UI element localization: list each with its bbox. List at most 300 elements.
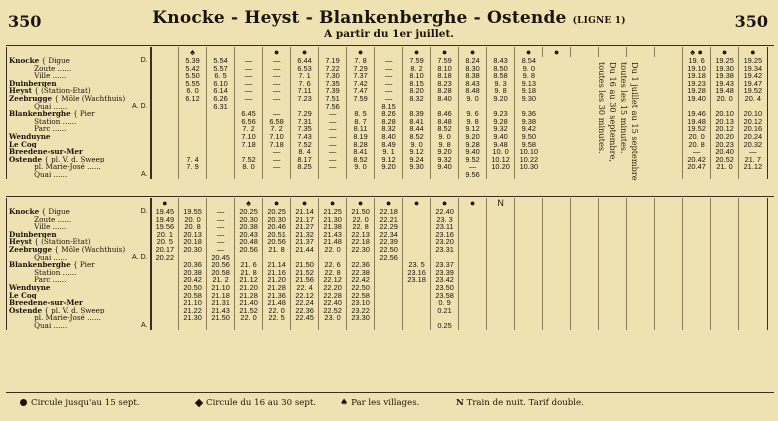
- time-cell: 21.16: [263, 269, 291, 277]
- time-cell: 21.31: [207, 299, 235, 307]
- header-rule: [6, 45, 774, 46]
- time-cell: 8. 2: [403, 65, 431, 73]
- time-cell: [655, 254, 683, 262]
- station-name: Ostende { pl. V. d. Sweep: [9, 306, 105, 315]
- station-name: Heyst { (Station-Etat): [9, 87, 91, 95]
- marker-row: [7, 47, 767, 57]
- time-cell: —: [319, 125, 347, 133]
- time-cell: [207, 141, 235, 149]
- station-name: Parc ......: [9, 276, 67, 284]
- train-marker: [571, 47, 599, 57]
- time-cell: 8.40: [431, 95, 459, 103]
- time-cell: 21.14: [263, 261, 291, 269]
- train-marker: ●: [291, 198, 319, 208]
- time-cell: [599, 284, 627, 292]
- time-cell: —: [207, 238, 235, 246]
- time-cell: [515, 216, 543, 224]
- frequency-note-2: Du 16 au 30 septembre, toutes les 30 minutes.: [597, 62, 618, 163]
- time-cell: [263, 322, 291, 330]
- time-cell: [543, 269, 571, 277]
- timetable-top-section: [6, 47, 768, 179]
- table-row: [7, 299, 767, 307]
- time-cell: [739, 276, 767, 284]
- time-cell: [319, 322, 347, 330]
- train-marker: ●: [151, 198, 179, 208]
- time-cell: [151, 148, 179, 156]
- time-cell: 0.21: [431, 307, 459, 315]
- time-cell: [347, 103, 375, 111]
- station-name: Wenduyne: [9, 132, 51, 141]
- time-cell: [487, 216, 515, 224]
- time-cell: [683, 223, 711, 231]
- time-cell: 20.12: [711, 125, 739, 133]
- train-marker: [599, 47, 627, 57]
- train-marker: ♠: [235, 198, 263, 208]
- time-cell: 22.36: [347, 261, 375, 269]
- time-cell: [375, 307, 403, 315]
- time-cell: [235, 171, 263, 179]
- time-cell: 7.11: [291, 87, 319, 95]
- time-cell: 21.48: [319, 238, 347, 246]
- time-cell: 6.31: [207, 103, 235, 111]
- time-cell: 21. 0: [711, 163, 739, 171]
- time-cell: [543, 118, 571, 126]
- time-cell: [319, 254, 347, 262]
- time-cell: [711, 231, 739, 239]
- time-cell: 21.37: [291, 238, 319, 246]
- time-cell: 21.14: [291, 208, 319, 216]
- time-cell: 22.24: [291, 299, 319, 307]
- time-cell: 9. 0: [515, 65, 543, 73]
- time-cell: [207, 118, 235, 126]
- time-cell: —: [375, 95, 403, 103]
- time-cell: [543, 223, 571, 231]
- time-cell: [487, 276, 515, 284]
- time-cell: 23. 0: [319, 314, 347, 322]
- time-cell: 5.54: [207, 57, 235, 65]
- time-cell: 21.56: [291, 276, 319, 284]
- table-row: [7, 307, 767, 315]
- legend-item-circule-15: Circule jusqu'au 15 sept.: [20, 398, 140, 408]
- time-cell: 8.23: [431, 80, 459, 88]
- time-cell: [599, 292, 627, 300]
- time-cell: 22. 8: [347, 223, 375, 231]
- time-cell: —: [263, 110, 291, 118]
- time-cell: 8.38: [459, 72, 487, 80]
- time-cell: [151, 314, 179, 322]
- time-cell: [207, 125, 235, 133]
- time-cell: —: [319, 133, 347, 141]
- time-cell: 21. 8: [235, 269, 263, 277]
- train-marker: ●: [375, 198, 403, 208]
- time-cell: 23.10: [347, 299, 375, 307]
- table-row: [7, 156, 767, 164]
- time-cell: 20. 8: [179, 223, 207, 231]
- marker-row: [7, 198, 767, 208]
- table-row: [7, 223, 767, 231]
- time-cell: 20.58: [207, 269, 235, 277]
- page-subtitle: A partir du 1er juillet.: [324, 28, 454, 40]
- time-cell: [515, 269, 543, 277]
- time-cell: 23.42: [431, 276, 459, 284]
- time-cell: 22.50: [347, 284, 375, 292]
- time-cell: 7.56: [319, 103, 347, 111]
- time-cell: 19. 6: [683, 57, 711, 65]
- time-cell: [683, 314, 711, 322]
- time-cell: 9.42: [515, 125, 543, 133]
- time-cell: [655, 65, 683, 73]
- time-cell: [179, 141, 207, 149]
- time-cell: 20.12: [739, 118, 767, 126]
- time-cell: [151, 110, 179, 118]
- train-marker: [627, 198, 655, 208]
- time-cell: [487, 314, 515, 322]
- time-cell: 21.32: [291, 231, 319, 239]
- time-cell: [179, 148, 207, 156]
- time-cell: 19.47: [739, 80, 767, 88]
- table-row: [7, 65, 767, 73]
- time-cell: [571, 246, 599, 254]
- time-cell: [571, 125, 599, 133]
- time-cell: 19.42: [739, 72, 767, 80]
- time-cell: [543, 125, 571, 133]
- time-cell: 23.58: [431, 292, 459, 300]
- time-cell: 8.15: [375, 103, 403, 111]
- time-cell: [487, 292, 515, 300]
- time-cell: [403, 292, 431, 300]
- time-cell: [599, 314, 627, 322]
- page-number-right: 350: [734, 12, 768, 31]
- station-name: Le Coq: [9, 291, 37, 300]
- time-cell: 20.20: [711, 133, 739, 141]
- time-cell: [515, 238, 543, 246]
- time-cell: 20.38: [235, 223, 263, 231]
- time-cell: —: [319, 110, 347, 118]
- time-cell: 7.29: [347, 65, 375, 73]
- time-cell: [151, 133, 179, 141]
- time-cell: 8.54: [515, 57, 543, 65]
- time-cell: [459, 322, 487, 330]
- time-cell: [403, 254, 431, 262]
- time-cell: [403, 171, 431, 179]
- table-row: [7, 133, 767, 141]
- time-cell: [711, 292, 739, 300]
- time-cell: [655, 110, 683, 118]
- time-cell: —: [683, 148, 711, 156]
- time-cell: [459, 223, 487, 231]
- time-cell: 21.30: [319, 216, 347, 224]
- time-cell: —: [207, 216, 235, 224]
- table-row: [7, 95, 767, 103]
- time-cell: [655, 103, 683, 111]
- time-cell: 19.23: [683, 80, 711, 88]
- time-cell: [543, 80, 571, 88]
- time-cell: [599, 261, 627, 269]
- arrival-departure-flag: [131, 133, 151, 141]
- time-cell: 20.50: [179, 284, 207, 292]
- table-row: [7, 87, 767, 95]
- time-cell: 8.48: [459, 87, 487, 95]
- time-cell: [739, 284, 767, 292]
- time-cell: [459, 103, 487, 111]
- arrival-departure-flag: [131, 87, 151, 95]
- time-cell: [739, 322, 767, 330]
- time-cell: 20.30: [179, 246, 207, 254]
- arrival-departure-flag: A. D.: [132, 253, 148, 261]
- time-cell: 6. 0: [179, 87, 207, 95]
- time-cell: [543, 276, 571, 284]
- arrival-departure-flag: [131, 246, 151, 254]
- station-name: pl. Marie-José ......: [9, 314, 101, 322]
- table-row: [7, 163, 767, 171]
- time-cell: 8. 4: [291, 148, 319, 156]
- time-cell: [151, 57, 179, 65]
- train-marker: [711, 198, 739, 208]
- time-cell: 8.49: [375, 141, 403, 149]
- time-cell: 8.58: [487, 72, 515, 80]
- timetable-header: [0, 0, 778, 46]
- time-cell: 20.43: [235, 231, 263, 239]
- time-cell: [459, 208, 487, 216]
- time-cell: [683, 292, 711, 300]
- time-cell: [627, 292, 655, 300]
- time-cell: [543, 87, 571, 95]
- time-cell: 20.56: [263, 238, 291, 246]
- station-name: Blankenberghe { Pier: [9, 110, 95, 118]
- time-cell: 8.52: [431, 125, 459, 133]
- time-cell: 22. 0: [347, 216, 375, 224]
- time-cell: 9.20: [459, 133, 487, 141]
- time-cell: [683, 238, 711, 246]
- train-marker: ●: [739, 47, 767, 57]
- time-cell: 22.34: [375, 231, 403, 239]
- time-cell: [627, 238, 655, 246]
- time-cell: 8.19: [347, 133, 375, 141]
- time-cell: 8.43: [487, 57, 515, 65]
- time-cell: [655, 246, 683, 254]
- table-row: [7, 269, 767, 277]
- time-cell: [655, 125, 683, 133]
- time-cell: [515, 208, 543, 216]
- time-cell: 22.20: [319, 284, 347, 292]
- time-cell: 20.30: [263, 216, 291, 224]
- time-cell: 22.13: [347, 231, 375, 239]
- time-cell: [683, 246, 711, 254]
- time-cell: [151, 284, 179, 292]
- table-row: [7, 57, 767, 65]
- time-cell: 7.59: [403, 57, 431, 65]
- time-cell: [571, 284, 599, 292]
- time-cell: —: [375, 80, 403, 88]
- time-cell: 20.13: [179, 231, 207, 239]
- section-rule: [6, 196, 774, 197]
- time-cell: [179, 103, 207, 111]
- train-marker: [487, 47, 515, 57]
- time-cell: [711, 223, 739, 231]
- time-cell: 6.44: [291, 57, 319, 65]
- time-cell: [571, 261, 599, 269]
- time-cell: [599, 246, 627, 254]
- time-cell: [179, 118, 207, 126]
- time-cell: 19.55: [179, 208, 207, 216]
- legend: [6, 394, 774, 414]
- time-cell: [459, 284, 487, 292]
- time-cell: [487, 231, 515, 239]
- time-cell: [683, 269, 711, 277]
- time-cell: 9.20: [375, 163, 403, 171]
- time-cell: 8.24: [459, 57, 487, 65]
- time-cell: 20.13: [711, 118, 739, 126]
- time-cell: 20.45: [207, 254, 235, 262]
- time-cell: [655, 95, 683, 103]
- time-cell: 22. 0: [263, 307, 291, 315]
- table-row: [7, 118, 767, 126]
- arrival-departure-flag: [131, 118, 151, 126]
- time-cell: [683, 284, 711, 292]
- time-cell: [151, 65, 179, 73]
- time-cell: [151, 72, 179, 80]
- time-cell: [655, 163, 683, 171]
- time-cell: 7.29: [291, 110, 319, 118]
- time-cell: 9.30: [403, 163, 431, 171]
- time-cell: 8.52: [347, 156, 375, 164]
- time-cell: 20.25: [263, 208, 291, 216]
- time-cell: [543, 231, 571, 239]
- station-name: Zeebrugge { Môle (Wachthuis): [9, 94, 126, 103]
- time-cell: [375, 299, 403, 307]
- time-cell: 6.58: [263, 118, 291, 126]
- time-cell: [515, 254, 543, 262]
- time-cell: [571, 314, 599, 322]
- time-cell: [627, 254, 655, 262]
- time-cell: [627, 208, 655, 216]
- arrival-departure-flag: A.: [140, 170, 148, 178]
- time-cell: [515, 284, 543, 292]
- time-cell: [571, 133, 599, 141]
- time-cell: [571, 118, 599, 126]
- time-cell: 22.30: [347, 246, 375, 254]
- time-cell: [683, 261, 711, 269]
- time-cell: [151, 80, 179, 88]
- time-cell: [739, 208, 767, 216]
- time-cell: [151, 299, 179, 307]
- time-cell: 20. 0: [179, 216, 207, 224]
- time-cell: —: [263, 80, 291, 88]
- time-cell: 6.12: [179, 95, 207, 103]
- time-cell: [543, 110, 571, 118]
- time-cell: [151, 292, 179, 300]
- time-cell: 9.28: [487, 118, 515, 126]
- time-cell: 23. 5: [403, 261, 431, 269]
- time-cell: 9.36: [515, 110, 543, 118]
- time-cell: 20.51: [263, 231, 291, 239]
- time-cell: [571, 57, 599, 65]
- train-marker: [571, 198, 599, 208]
- time-cell: [403, 231, 431, 239]
- time-cell: 6. 5: [207, 72, 235, 80]
- time-cell: [599, 216, 627, 224]
- arrival-departure-flag: [131, 65, 151, 73]
- time-cell: [347, 171, 375, 179]
- time-cell: —: [263, 72, 291, 80]
- time-cell: 8.30: [459, 65, 487, 73]
- train-marker: ●: [291, 47, 319, 57]
- time-cell: [627, 231, 655, 239]
- time-cell: —: [459, 163, 487, 171]
- time-cell: [655, 261, 683, 269]
- time-cell: 7.59: [431, 57, 459, 65]
- time-cell: [151, 141, 179, 149]
- time-cell: [571, 72, 599, 80]
- time-cell: 23.20: [431, 238, 459, 246]
- time-cell: [403, 314, 431, 322]
- time-cell: [655, 292, 683, 300]
- time-cell: 9.20: [431, 148, 459, 156]
- train-marker: ●: [263, 47, 291, 57]
- time-cell: [655, 148, 683, 156]
- time-cell: 9.28: [459, 141, 487, 149]
- legend-item-circule-16-30: Circule du 16 au 30 sept.: [196, 398, 316, 408]
- time-cell: 20.46: [263, 223, 291, 231]
- time-cell: [459, 314, 487, 322]
- time-cell: 8.28: [431, 87, 459, 95]
- time-cell: 5.50: [179, 72, 207, 80]
- time-cell: [599, 223, 627, 231]
- time-cell: [627, 216, 655, 224]
- time-cell: 8.28: [347, 141, 375, 149]
- time-cell: 21. 2: [207, 276, 235, 284]
- table-row: [7, 148, 767, 156]
- train-marker: ●: [459, 198, 487, 208]
- time-cell: [459, 269, 487, 277]
- time-cell: [487, 307, 515, 315]
- time-cell: [179, 125, 207, 133]
- time-cell: —: [319, 141, 347, 149]
- arrival-departure-flag: [131, 299, 151, 307]
- time-cell: [739, 254, 767, 262]
- time-cell: 20.25: [235, 208, 263, 216]
- time-cell: [655, 314, 683, 322]
- time-cell: 9. 8: [515, 72, 543, 80]
- time-cell: 7.52: [235, 156, 263, 164]
- time-cell: 9.56: [459, 171, 487, 179]
- time-cell: [627, 284, 655, 292]
- time-cell: [459, 261, 487, 269]
- time-cell: [515, 261, 543, 269]
- time-cell: 20.56: [235, 246, 263, 254]
- time-cell: 23.18: [403, 276, 431, 284]
- time-cell: 21.50: [347, 208, 375, 216]
- time-cell: [711, 261, 739, 269]
- time-cell: 9.52: [459, 156, 487, 164]
- time-cell: [655, 156, 683, 164]
- time-cell: 21.44: [291, 246, 319, 254]
- time-cell: [655, 231, 683, 239]
- arrival-departure-flag: [131, 110, 151, 118]
- time-cell: [599, 307, 627, 315]
- time-cell: [151, 103, 179, 111]
- time-cell: [739, 246, 767, 254]
- time-cell: 20.18: [179, 238, 207, 246]
- time-cell: [291, 322, 319, 330]
- table-row: [7, 292, 767, 300]
- time-cell: [571, 231, 599, 239]
- time-cell: [683, 208, 711, 216]
- time-cell: [487, 208, 515, 216]
- time-cell: 10.30: [515, 163, 543, 171]
- time-cell: [543, 322, 571, 330]
- time-cell: [459, 216, 487, 224]
